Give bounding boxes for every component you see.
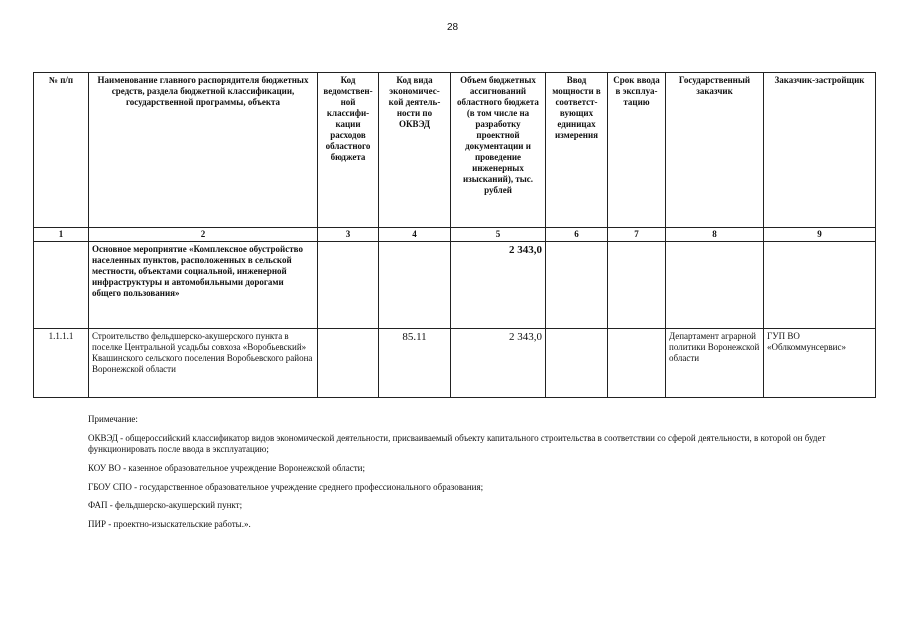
header-volume: Объем бюджетных ассигнований областного бюджета (в том числе на разработку проектной документации и проведение инженерных изысканий), тыс. рублей <box>451 73 546 228</box>
row-developer <box>764 242 876 329</box>
note-pir: ПИР - проектно-изыскательские работы.». <box>88 519 251 530</box>
table-row <box>34 329 876 398</box>
row-name: Строительство фельдшерско-акушерского пункта в поселке Центральной усадьбы совхоза «Воробьевский» Квашинского сельского поселения Воробьевского района Воронежской области <box>89 329 318 398</box>
notes-title: Примечание: <box>88 414 138 424</box>
column-number: 4 <box>379 228 451 242</box>
row-capacity <box>546 329 608 398</box>
row-customer: Департамент аграрной политики Воронежской области <box>666 329 764 398</box>
note-okved: ОКВЭД - общероссийский классификатор видов экономической деятельности, присваиваемый объекту капитального строительства в соответствии со сферой деятельности, в которой он будет функционировать после ввода в эксплуатацию; <box>88 432 826 455</box>
header-okved: Код вида экономичес-кой деятель-ности по ОКВЭД <box>379 73 451 228</box>
column-number: 5 <box>451 228 546 242</box>
header-developer: Заказчик-застройщик <box>764 73 876 228</box>
column-number: 6 <box>546 228 608 242</box>
page-number: 28 <box>446 22 459 33</box>
column-number: 3 <box>318 228 379 242</box>
note-fap: ФАП - фельдшерско-акушерский пункт; <box>88 500 243 511</box>
row-name: Основное мероприятие «Комплексное обустройство населенных пунктов, расположенных в сельской местности, объектами социальной, инженерной инфраструктуры и автомобильными дорогами общего пользования» <box>89 242 318 329</box>
column-number: 1 <box>34 228 89 242</box>
note-gbou: ГБОУ СПО - государственное образовательное учреждение среднего профессионального образования; <box>88 481 484 492</box>
column-number: 9 <box>764 228 876 242</box>
notes-section <box>88 414 878 538</box>
header-row <box>34 73 876 228</box>
table-row <box>34 242 876 329</box>
column-number: 7 <box>608 228 666 242</box>
capital-construction-table <box>33 72 876 398</box>
header-capacity: Ввод мощности в соответст-вующих единицах измерения <box>546 73 608 228</box>
header-num: № п/п <box>34 73 89 228</box>
header-customer: Государственный заказчик <box>666 73 764 228</box>
column-number-row <box>34 228 876 242</box>
row-okved <box>379 242 451 329</box>
row-term <box>608 242 666 329</box>
column-number: 2 <box>89 228 318 242</box>
row-num: 1.1.1.1 <box>34 329 89 398</box>
column-number: 8 <box>666 228 764 242</box>
row-kvr <box>318 329 379 398</box>
row-volume: 2 343,0 <box>451 242 546 329</box>
row-num <box>34 242 89 329</box>
row-kvr <box>318 242 379 329</box>
note-kou: КОУ ВО - казенное образовательное учреждение Воронежской области; <box>88 463 365 474</box>
row-developer: ГУП ВО «Облкоммунсервис» <box>764 329 876 398</box>
row-okved: 85.11 <box>379 329 451 398</box>
header-name: Наименование главного распорядителя бюджетных средств, раздела бюджетной классификации, государственной программы, объекта <box>89 73 318 228</box>
row-term <box>608 329 666 398</box>
row-customer <box>666 242 764 329</box>
row-capacity <box>546 242 608 329</box>
row-volume: 2 343,0 <box>451 329 546 398</box>
header-term: Срок ввода в эксплуа-тацию <box>608 73 666 228</box>
header-kvr: Код ведомствен-ной классифи-кации расходов областного бюджета <box>318 73 379 228</box>
